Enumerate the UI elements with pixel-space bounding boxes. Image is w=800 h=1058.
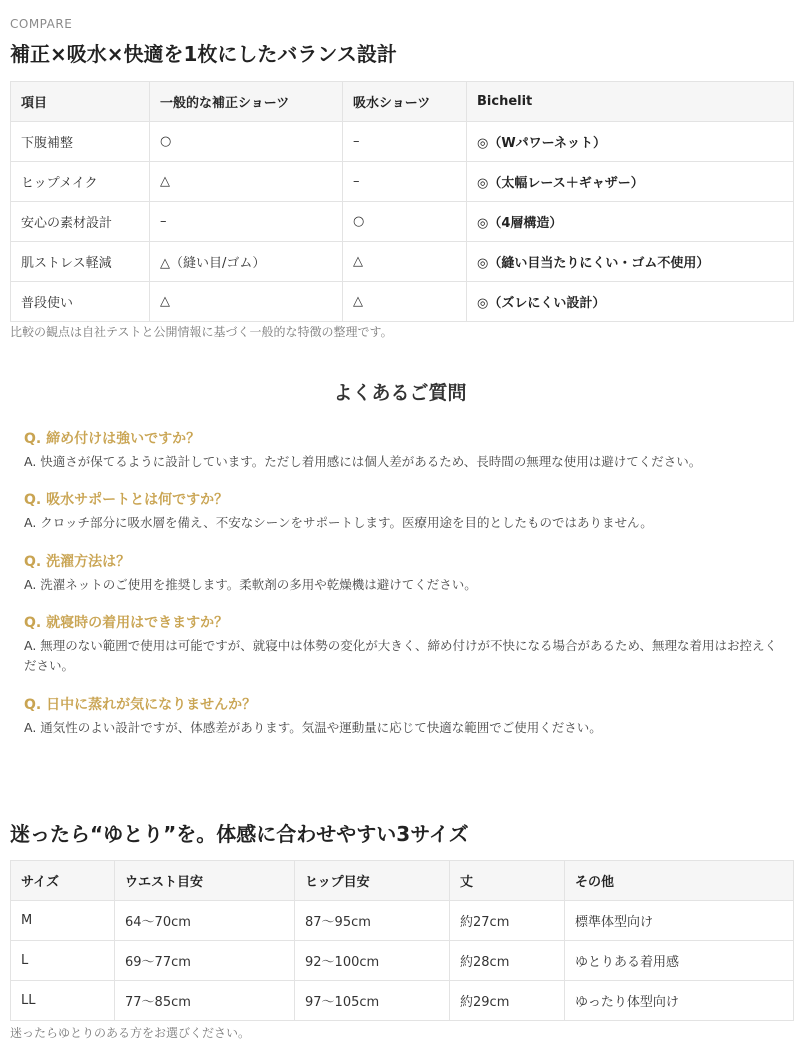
col-header-item: 項目 xyxy=(11,82,150,122)
table-cell: LL xyxy=(11,981,115,1021)
table-cell: 77〜85cm xyxy=(115,981,295,1021)
table-cell: 87〜95cm xyxy=(295,901,450,941)
table-cell: 普段使い xyxy=(11,282,150,322)
section-eyebrow: COMPARE xyxy=(10,17,73,31)
faq-question: Q. 洗濯方法は？ xyxy=(24,554,131,570)
table-row xyxy=(11,282,794,322)
table-cell: 69〜77cm xyxy=(115,941,295,981)
table-cell: 97〜105cm xyxy=(295,981,450,1021)
table-row xyxy=(11,901,794,941)
table-cell: △ xyxy=(343,282,467,322)
table-header-row xyxy=(11,82,794,122)
faq-question: Q. 就寝時の着用はできますか？ xyxy=(24,615,229,631)
table-cell: 64〜70cm xyxy=(115,901,295,941)
table-cell: △ xyxy=(150,162,343,202)
table-cell: 約29cm xyxy=(450,981,565,1021)
table-header-row xyxy=(11,861,794,901)
faq-question: Q. 締め付けは強いですか？ xyxy=(24,431,201,447)
table-cell: ○ xyxy=(150,122,343,162)
col-header-waist: ウエスト目安 xyxy=(115,861,295,901)
col-header-hip: ヒップ目安 xyxy=(295,861,450,901)
col-header-other: その他 xyxy=(565,861,794,901)
faq-answer: A. クロッチ部分に吸水層を備え、不安なシーンをサポートします。医療用途を目的としたものではありません。 xyxy=(24,515,653,530)
table-cell: ◎（4層構造） xyxy=(467,202,794,242)
faq-item xyxy=(24,694,784,738)
table-row xyxy=(11,941,794,981)
size-table xyxy=(10,860,794,1021)
table-cell: △（縫い目/ゴム） xyxy=(150,242,343,282)
faq-answer: A. 洗濯ネットのご使用を推奨します。柔軟剤の多用や乾燥機は避けてください。 xyxy=(24,577,477,592)
table-cell: 約27cm xyxy=(450,901,565,941)
table-row xyxy=(11,242,794,282)
faq-answer: A. 通気性のよい設計ですが、体感差があります。気温や運動量に応じて快適な範囲でご使用ください。 xyxy=(24,720,602,735)
compare-note: 比較の観点は自社テストと公開情報に基づく一般的な特徴の整理です。 xyxy=(10,325,393,339)
table-cell: 安心の素材設計 xyxy=(11,202,150,242)
faq-item xyxy=(24,489,784,533)
table-cell: ゆとりある着用感 xyxy=(565,941,794,981)
faq-answer: A. 快適さが保てるように設計しています。ただし着用感には個人差があるため、長時間の無理な使用は避けてください。 xyxy=(24,454,702,469)
faq-question: Q. 吸水サポートとは何ですか？ xyxy=(24,492,229,508)
table-cell: ○ xyxy=(343,202,467,242)
table-cell: 約28cm xyxy=(450,941,565,981)
table-cell: – xyxy=(343,122,467,162)
col-header-bichelit: Bichelit xyxy=(467,82,794,122)
size-title: 迷ったら“ゆとり”を。体感に合わせやすい3サイズ xyxy=(10,822,469,846)
col-header-length: 丈 xyxy=(450,861,565,901)
table-cell: ヒップメイク xyxy=(11,162,150,202)
table-row xyxy=(11,122,794,162)
faq-title: よくあるご質問 xyxy=(333,382,467,404)
table-cell: – xyxy=(150,202,343,242)
table-row xyxy=(11,162,794,202)
faq-question: Q. 日中に蒸れが気になりませんか？ xyxy=(24,697,257,713)
faq-item xyxy=(24,551,784,595)
col-header-general: 一般的な補正ショーツ xyxy=(150,82,343,122)
table-row xyxy=(11,981,794,1021)
faq-answer: A. 無理のない範囲で使用は可能ですが、就寝中は体勢の変化が大きく、締め付けが不快になる場合があるため、無理な着用はお控えください。 xyxy=(24,638,778,673)
table-cell: M xyxy=(11,901,115,941)
comparison-table xyxy=(10,81,794,322)
table-cell: ◎（Wパワーネット） xyxy=(467,122,794,162)
faq-item xyxy=(24,612,784,676)
table-cell: 92〜100cm xyxy=(295,941,450,981)
compare-title: 補正×吸水×快適を1枚にしたバランス設計 xyxy=(10,42,397,66)
col-header-size: サイズ xyxy=(11,861,115,901)
table-cell: – xyxy=(343,162,467,202)
table-cell: ゆったり体型向け xyxy=(565,981,794,1021)
col-header-absorbent: 吸水ショーツ xyxy=(343,82,467,122)
table-cell: △ xyxy=(343,242,467,282)
table-row xyxy=(11,202,794,242)
table-cell: △ xyxy=(150,282,343,322)
table-cell: ◎（縫い目当たりにくい・ゴム不使用） xyxy=(467,242,794,282)
table-cell: 肌ストレス軽減 xyxy=(11,242,150,282)
table-cell: 標準体型向け xyxy=(565,901,794,941)
size-note: 迷ったらゆとりのある方をお選びください。 xyxy=(10,1026,251,1040)
table-cell: ◎（ズレにくい設計） xyxy=(467,282,794,322)
faq-item xyxy=(24,428,784,472)
table-cell: L xyxy=(11,941,115,981)
table-cell: 下腹補整 xyxy=(11,122,150,162)
table-cell: ◎（太幅レース＋ギャザー） xyxy=(467,162,794,202)
